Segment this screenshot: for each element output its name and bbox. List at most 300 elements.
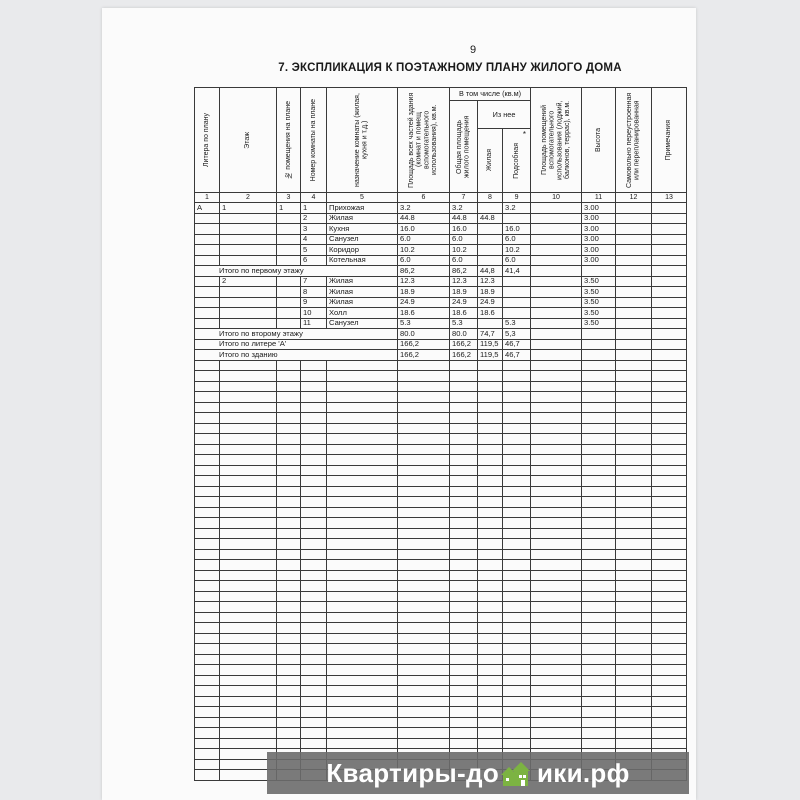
cell-total-living: 24.9 <box>450 297 478 308</box>
header-room-no-plan: № помещения на плане <box>277 88 301 193</box>
empty-cell <box>616 528 652 539</box>
empty-cell <box>503 644 531 655</box>
empty-cell <box>450 402 478 413</box>
empty-cell <box>220 570 277 581</box>
cell-notes <box>652 350 687 361</box>
cell-aux <box>503 308 531 319</box>
empty-cell <box>478 570 503 581</box>
cell-room-no-plan <box>277 318 301 329</box>
cell-purpose: Кухня <box>327 224 398 235</box>
empty-cell <box>531 623 582 634</box>
empty-cell <box>220 423 277 434</box>
cell-room-no: 4 <box>301 234 327 245</box>
empty-cell <box>195 413 220 424</box>
empty-cell <box>652 686 687 697</box>
empty-cell <box>450 423 478 434</box>
cell-notes <box>652 276 687 287</box>
explication-table <box>194 87 687 781</box>
empty-cell <box>616 549 652 560</box>
empty-cell <box>531 360 582 371</box>
watermark-text-before: Квартиры-до <box>326 757 499 788</box>
cell-aux-area <box>531 276 582 287</box>
empty-cell <box>616 371 652 382</box>
empty-row <box>195 413 687 424</box>
empty-cell <box>582 612 616 623</box>
empty-cell <box>301 360 327 371</box>
empty-cell <box>478 591 503 602</box>
empty-row <box>195 654 687 665</box>
cell-height: 3.50 <box>582 276 616 287</box>
empty-cell <box>531 465 582 476</box>
cell-self-built <box>616 287 652 298</box>
empty-cell <box>582 402 616 413</box>
empty-cell <box>616 455 652 466</box>
empty-cell <box>450 381 478 392</box>
empty-cell <box>582 602 616 613</box>
empty-cell <box>531 476 582 487</box>
empty-cell <box>652 392 687 403</box>
cell-living <box>478 245 503 256</box>
cell-aux-area <box>531 287 582 298</box>
cell-notes <box>652 329 687 340</box>
empty-cell <box>301 507 327 518</box>
empty-cell <box>531 507 582 518</box>
empty-cell <box>327 623 398 634</box>
empty-cell <box>220 518 277 529</box>
empty-cell <box>220 497 277 508</box>
cell-living: 18.9 <box>478 287 503 298</box>
empty-cell <box>582 570 616 581</box>
empty-cell <box>220 717 277 728</box>
empty-row <box>195 518 687 529</box>
cell-total-living: 5.3 <box>450 318 478 329</box>
empty-cell <box>450 665 478 676</box>
empty-cell <box>277 444 301 455</box>
cell-aux-area <box>531 329 582 340</box>
empty-cell <box>478 707 503 718</box>
empty-row <box>195 581 687 592</box>
empty-cell <box>652 402 687 413</box>
empty-cell <box>301 381 327 392</box>
header-litera: Литера по плану <box>195 88 220 193</box>
empty-cell <box>531 738 582 749</box>
empty-cell <box>220 486 277 497</box>
empty-cell <box>616 507 652 518</box>
empty-cell <box>478 717 503 728</box>
empty-cell <box>195 381 220 392</box>
empty-cell <box>616 539 652 550</box>
total-row <box>195 339 687 350</box>
empty-row <box>195 738 687 749</box>
cell-notes <box>652 213 687 224</box>
empty-cell <box>531 539 582 550</box>
cell-purpose: Котельная <box>327 255 398 266</box>
empty-cell <box>503 728 531 739</box>
empty-cell <box>327 707 398 718</box>
cell-notes <box>652 224 687 235</box>
empty-cell <box>450 518 478 529</box>
empty-cell <box>301 675 327 686</box>
empty-cell <box>220 665 277 676</box>
empty-cell <box>531 392 582 403</box>
cell-room-no-plan <box>277 297 301 308</box>
cell-litera <box>195 224 220 235</box>
table-row <box>195 213 687 224</box>
empty-cell <box>220 623 277 634</box>
cell-living <box>478 224 503 235</box>
empty-cell <box>398 581 450 592</box>
empty-row <box>195 728 687 739</box>
empty-cell <box>327 455 398 466</box>
empty-cell <box>195 633 220 644</box>
cell-aux: 3.2 <box>503 203 531 214</box>
empty-cell <box>503 539 531 550</box>
cell-total-living: 10.2 <box>450 245 478 256</box>
cell-total-living: 80.0 <box>450 329 478 340</box>
table-row <box>195 245 687 256</box>
empty-cell <box>503 738 531 749</box>
empty-cell <box>301 696 327 707</box>
cell-floor <box>220 287 277 298</box>
column-number: 13 <box>652 193 687 203</box>
empty-cell <box>503 696 531 707</box>
empty-cell <box>398 381 450 392</box>
cell-room-no: 9 <box>301 297 327 308</box>
empty-row <box>195 434 687 445</box>
empty-cell <box>531 528 582 539</box>
empty-cell <box>478 654 503 665</box>
empty-cell <box>450 707 478 718</box>
empty-cell <box>327 591 398 602</box>
cell-aux <box>503 276 531 287</box>
cell-room-no: 5 <box>301 245 327 256</box>
empty-cell <box>478 381 503 392</box>
empty-cell <box>616 423 652 434</box>
cell-litera <box>195 213 220 224</box>
empty-cell <box>531 591 582 602</box>
cell-litera <box>195 308 220 319</box>
empty-cell <box>503 486 531 497</box>
empty-cell <box>503 602 531 613</box>
empty-cell <box>220 528 277 539</box>
empty-cell <box>327 686 398 697</box>
empty-cell <box>531 549 582 560</box>
empty-cell <box>277 381 301 392</box>
empty-cell <box>277 360 301 371</box>
empty-cell <box>277 423 301 434</box>
empty-cell <box>616 444 652 455</box>
empty-cell <box>582 675 616 686</box>
table-row <box>195 287 687 298</box>
cell-aux: 46,7 <box>503 350 531 361</box>
table-row <box>195 297 687 308</box>
header-room-no: Номер комнаты на плане <box>301 88 327 193</box>
empty-cell <box>398 633 450 644</box>
column-number: 11 <box>582 193 616 203</box>
empty-cell <box>301 654 327 665</box>
empty-cell <box>450 371 478 382</box>
empty-cell <box>616 434 652 445</box>
header-row-1 <box>195 88 687 101</box>
cell-purpose: Холл <box>327 308 398 319</box>
empty-cell <box>220 507 277 518</box>
empty-cell <box>531 728 582 739</box>
cell-height: 3.00 <box>582 213 616 224</box>
empty-cell <box>327 602 398 613</box>
empty-cell <box>301 455 327 466</box>
cell-self-built <box>616 203 652 214</box>
empty-cell <box>478 455 503 466</box>
table-row <box>195 318 687 329</box>
empty-cell <box>478 644 503 655</box>
empty-cell <box>195 644 220 655</box>
empty-cell <box>301 444 327 455</box>
cell-aux <box>503 213 531 224</box>
empty-cell <box>327 728 398 739</box>
empty-row <box>195 381 687 392</box>
table-row <box>195 255 687 266</box>
empty-cell <box>478 486 503 497</box>
empty-cell <box>616 707 652 718</box>
empty-cell <box>220 654 277 665</box>
empty-cell <box>616 717 652 728</box>
empty-cell <box>582 623 616 634</box>
empty-row <box>195 486 687 497</box>
total-label: Итого по зданию <box>195 350 398 361</box>
empty-cell <box>478 528 503 539</box>
empty-cell <box>195 612 220 623</box>
empty-cell <box>582 707 616 718</box>
empty-cell <box>327 612 398 623</box>
cell-notes <box>652 266 687 277</box>
empty-cell <box>450 738 478 749</box>
empty-cell <box>301 434 327 445</box>
cell-notes <box>652 245 687 256</box>
empty-cell <box>195 560 220 571</box>
cell-total-living: 86,2 <box>450 266 478 277</box>
header-aux: * Подсобная <box>503 129 531 193</box>
cell-area-all: 12.3 <box>398 276 450 287</box>
header-living: Жилая <box>478 129 503 193</box>
empty-cell <box>301 476 327 487</box>
empty-cell <box>398 497 450 508</box>
empty-cell <box>652 549 687 560</box>
empty-cell <box>503 581 531 592</box>
cell-notes <box>652 255 687 266</box>
empty-cell <box>195 749 220 760</box>
total-row <box>195 266 687 277</box>
empty-cell <box>277 528 301 539</box>
empty-cell <box>478 549 503 560</box>
empty-cell <box>616 402 652 413</box>
empty-cell <box>503 381 531 392</box>
empty-cell <box>277 486 301 497</box>
cell-self-built <box>616 213 652 224</box>
empty-cell <box>531 717 582 728</box>
cell-height: 3.00 <box>582 245 616 256</box>
cell-living: 74,7 <box>478 329 503 340</box>
empty-cell <box>503 444 531 455</box>
empty-cell <box>277 623 301 634</box>
empty-cell <box>652 602 687 613</box>
empty-cell <box>503 654 531 665</box>
cell-room-no: 1 <box>301 203 327 214</box>
empty-cell <box>652 360 687 371</box>
cell-room-no: 2 <box>301 213 327 224</box>
empty-cell <box>277 717 301 728</box>
cell-notes <box>652 287 687 298</box>
empty-cell <box>398 612 450 623</box>
cell-living: 18.6 <box>478 308 503 319</box>
empty-cell <box>398 465 450 476</box>
empty-cell <box>478 423 503 434</box>
empty-cell <box>616 518 652 529</box>
empty-cell <box>398 371 450 382</box>
empty-cell <box>531 518 582 529</box>
empty-cell <box>652 696 687 707</box>
empty-cell <box>531 371 582 382</box>
header-notes: Примечания <box>652 88 687 193</box>
empty-cell <box>582 686 616 697</box>
empty-cell <box>450 581 478 592</box>
empty-row <box>195 507 687 518</box>
empty-cell <box>531 402 582 413</box>
empty-cell <box>277 738 301 749</box>
empty-cell <box>327 465 398 476</box>
cell-floor <box>220 213 277 224</box>
empty-cell <box>195 486 220 497</box>
cell-aux: 5.3 <box>503 318 531 329</box>
empty-row <box>195 455 687 466</box>
empty-cell <box>450 644 478 655</box>
empty-cell <box>503 665 531 676</box>
empty-cell <box>531 665 582 676</box>
empty-cell <box>398 392 450 403</box>
cell-aux-area <box>531 350 582 361</box>
empty-cell <box>450 455 478 466</box>
empty-cell <box>478 728 503 739</box>
empty-cell <box>582 549 616 560</box>
empty-cell <box>327 360 398 371</box>
empty-cell <box>398 528 450 539</box>
empty-cell <box>652 539 687 550</box>
cell-total-living: 166,2 <box>450 339 478 350</box>
empty-cell <box>616 665 652 676</box>
empty-cell <box>195 392 220 403</box>
cell-purpose: Коридор <box>327 245 398 256</box>
empty-cell <box>398 738 450 749</box>
empty-cell <box>277 476 301 487</box>
empty-cell <box>582 717 616 728</box>
empty-cell <box>450 360 478 371</box>
empty-cell <box>652 612 687 623</box>
empty-cell <box>195 696 220 707</box>
empty-cell <box>478 497 503 508</box>
cell-living: 44.8 <box>478 213 503 224</box>
cell-self-built <box>616 329 652 340</box>
empty-cell <box>652 654 687 665</box>
empty-row <box>195 528 687 539</box>
empty-cell <box>301 612 327 623</box>
empty-row <box>195 423 687 434</box>
empty-cell <box>450 612 478 623</box>
empty-cell <box>450 591 478 602</box>
empty-cell <box>277 665 301 676</box>
empty-cell <box>327 633 398 644</box>
cell-aux-area <box>531 297 582 308</box>
cell-floor: 2 <box>220 276 277 287</box>
empty-cell <box>195 360 220 371</box>
empty-cell <box>398 707 450 718</box>
cell-total-living: 3.2 <box>450 203 478 214</box>
empty-cell <box>503 455 531 466</box>
empty-cell <box>616 413 652 424</box>
header-of-which: Из нее <box>478 101 531 129</box>
cell-self-built <box>616 255 652 266</box>
empty-cell <box>450 623 478 634</box>
watermark-text-after: ики.рф <box>537 757 630 788</box>
empty-cell <box>450 717 478 728</box>
empty-cell <box>277 570 301 581</box>
empty-cell <box>301 371 327 382</box>
cell-area-all: 6.0 <box>398 234 450 245</box>
empty-cell <box>220 707 277 718</box>
empty-cell <box>277 707 301 718</box>
empty-row <box>195 591 687 602</box>
empty-cell <box>531 654 582 665</box>
empty-cell <box>503 549 531 560</box>
empty-cell <box>652 528 687 539</box>
total-row <box>195 350 687 361</box>
cell-height: 3.50 <box>582 308 616 319</box>
cell-living <box>478 255 503 266</box>
empty-cell <box>450 413 478 424</box>
cell-room-no: 8 <box>301 287 327 298</box>
cell-aux-area <box>531 245 582 256</box>
empty-cell <box>582 434 616 445</box>
empty-row <box>195 371 687 382</box>
empty-cell <box>503 570 531 581</box>
cell-total-living: 166,2 <box>450 350 478 361</box>
cell-room-no: 10 <box>301 308 327 319</box>
cell-notes <box>652 318 687 329</box>
cell-self-built <box>616 276 652 287</box>
empty-cell <box>478 581 503 592</box>
empty-cell <box>301 717 327 728</box>
cell-aux-area <box>531 234 582 245</box>
cell-room-no-plan <box>277 308 301 319</box>
table-row <box>195 224 687 235</box>
empty-cell <box>616 623 652 634</box>
cell-notes <box>652 339 687 350</box>
empty-cell <box>478 623 503 634</box>
empty-cell <box>582 486 616 497</box>
empty-cell <box>450 476 478 487</box>
column-number: 8 <box>478 193 503 203</box>
empty-cell <box>220 465 277 476</box>
empty-cell <box>652 707 687 718</box>
empty-cell <box>450 497 478 508</box>
empty-cell <box>531 675 582 686</box>
table-row <box>195 308 687 319</box>
empty-cell <box>503 686 531 697</box>
empty-cell <box>195 602 220 613</box>
empty-row <box>195 465 687 476</box>
empty-cell <box>398 665 450 676</box>
empty-cell <box>450 434 478 445</box>
cell-total-living: 12.3 <box>450 276 478 287</box>
empty-cell <box>531 444 582 455</box>
